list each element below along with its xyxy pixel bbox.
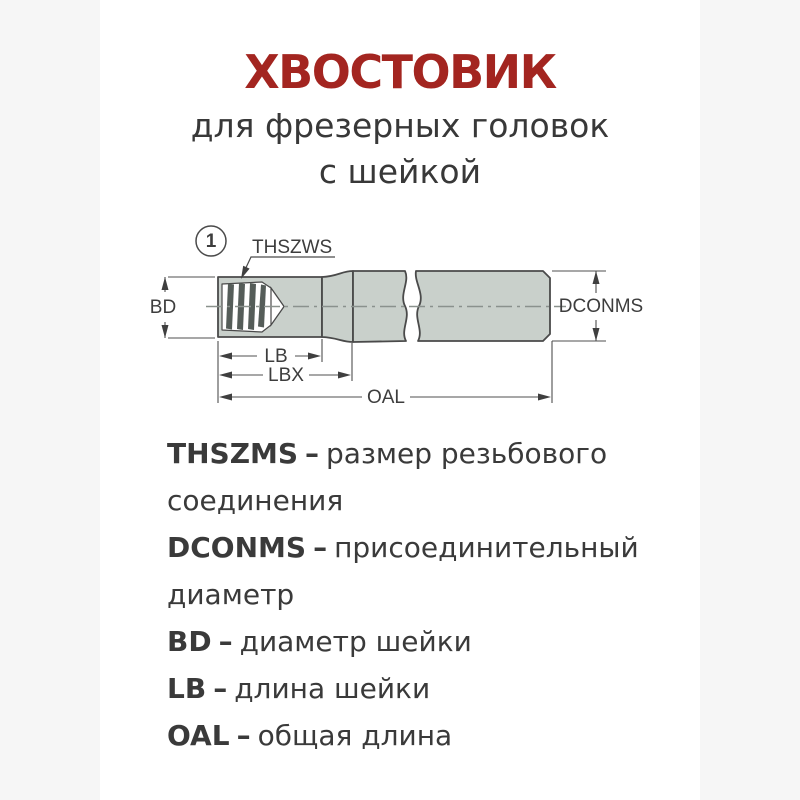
legend-abbr-dconms: DCONMS — [167, 531, 307, 564]
lbx-label: LBX — [268, 365, 304, 386]
legend-item-bd — [167, 618, 651, 665]
oal-label: OAL — [366, 387, 406, 408]
legend-desc-thszms: размер резьбового соединения — [167, 437, 608, 517]
dconms-arrow-up — [593, 271, 600, 284]
legend-item-thszms — [167, 430, 651, 524]
legend-desc-oal: общая длина — [257, 719, 453, 752]
technical-drawing — [138, 212, 660, 414]
page-title: ХВОСТОВИК — [244, 45, 556, 99]
callout-number: 1 — [205, 231, 217, 252]
lb-label: LB — [264, 346, 288, 367]
legend-abbr-thszms: THSZMS — [167, 437, 299, 470]
legend-item-lb — [167, 665, 651, 712]
dimension-dconms — [552, 271, 643, 341]
label-thread-size — [241, 237, 335, 279]
bd-arrow-up — [162, 277, 169, 290]
lbx-arrow-left — [219, 372, 232, 379]
callout-1 — [196, 226, 226, 256]
oal-arrow-left — [219, 394, 232, 401]
dconms-arrow-down — [593, 328, 600, 341]
legend-dash: – — [218, 625, 233, 658]
legend-desc-bd: диаметр шейки — [239, 625, 472, 658]
thread-size-label: THSZWS — [252, 237, 333, 258]
lb-arrow-left — [219, 353, 232, 360]
legend-dash: – — [313, 531, 328, 564]
content-panel — [100, 0, 700, 800]
lbx-arrow-right — [338, 372, 351, 379]
legend-abbr-lb: LB — [167, 672, 207, 705]
legend-desc-dconms: присоединительный диаметр — [167, 531, 639, 611]
legend-desc-lb: длина шейки — [234, 672, 431, 705]
legend-abbr-oal: OAL — [167, 719, 230, 752]
legend — [167, 422, 651, 759]
bd-label: BD — [149, 297, 177, 318]
bd-arrow-down — [162, 325, 169, 338]
legend-dash: – — [236, 719, 251, 752]
lb-arrow-right — [308, 353, 321, 360]
legend-dash: – — [213, 672, 228, 705]
subtitle-line-1: для фрезерных головок — [190, 106, 610, 145]
dimension-bd — [150, 277, 215, 338]
subtitle-line-2: с шейкой — [318, 152, 482, 191]
legend-abbr-bd: BD — [167, 625, 212, 658]
legend-item-dconms — [167, 524, 651, 618]
legend-dash: – — [305, 437, 320, 470]
dconms-label: DCONMS — [558, 296, 644, 317]
leader-line — [243, 257, 335, 274]
legend-item-oal — [167, 712, 651, 759]
oal-arrow-right — [538, 394, 551, 401]
